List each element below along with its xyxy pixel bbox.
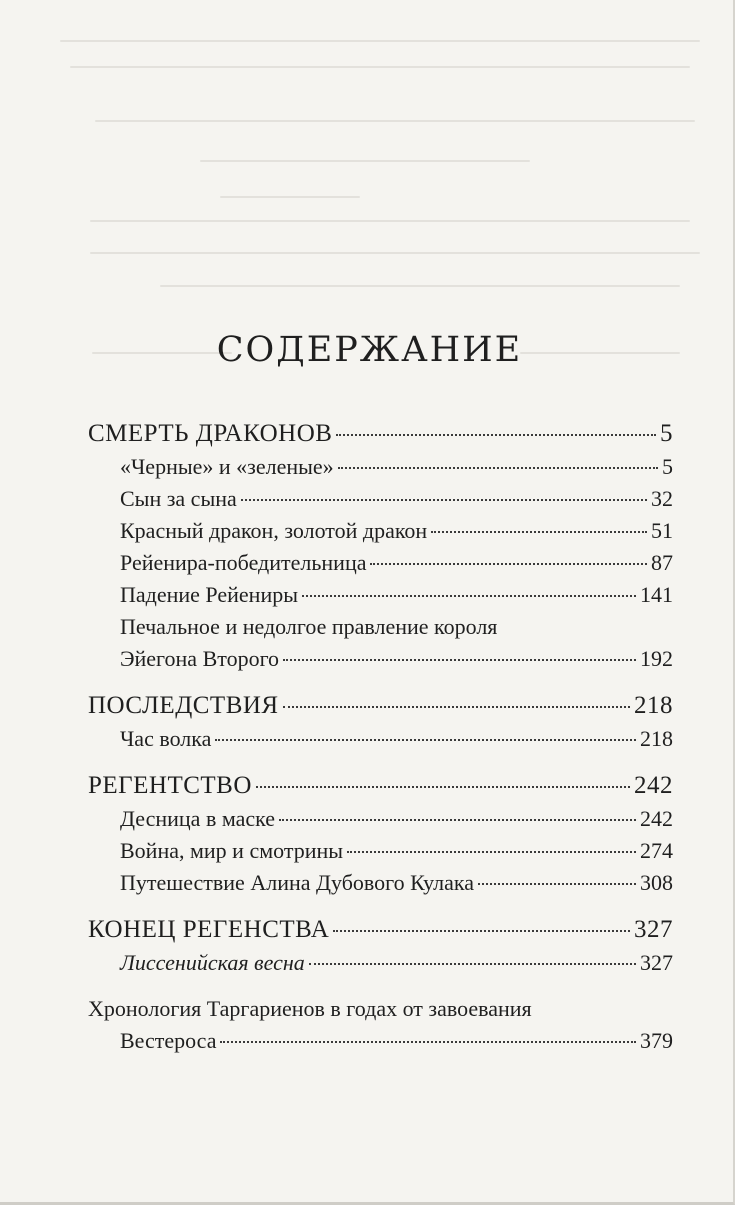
toc-page-number: 327 bbox=[634, 916, 673, 943]
dot-leader bbox=[279, 819, 636, 821]
toc-section-label: РЕГЕНТСТВО bbox=[88, 772, 252, 799]
toc-entry-label: Рейенира-победительница bbox=[120, 550, 367, 575]
toc-section-label: КОНЕЦ РЕГЕНСТВА bbox=[88, 916, 330, 943]
toc-section-row bbox=[88, 772, 673, 806]
toc-entry-row bbox=[88, 486, 673, 518]
toc-entry-label: «Черные» и «зеленые» bbox=[120, 454, 334, 479]
dot-leader bbox=[333, 930, 630, 932]
toc-section-row bbox=[88, 692, 673, 726]
toc-entry-label: Сын за сына bbox=[120, 486, 237, 511]
toc-entry-label: Вестероса bbox=[120, 1028, 217, 1053]
toc-entry-label: Красный дракон, золотой дракон bbox=[120, 518, 428, 543]
toc-entry-row bbox=[88, 518, 673, 550]
toc-page-number: 274 bbox=[640, 838, 673, 863]
toc-page-number: 327 bbox=[640, 950, 673, 975]
bleed-through-line bbox=[160, 285, 680, 287]
toc-page-number: 242 bbox=[634, 772, 673, 799]
toc-entry-row bbox=[88, 454, 673, 486]
toc-page-number: 308 bbox=[640, 870, 673, 895]
toc-entry-row-wrapped bbox=[88, 996, 673, 1028]
bleed-through-line bbox=[60, 40, 700, 42]
dot-leader bbox=[215, 739, 636, 741]
toc-entry-label: Эйегона Второго bbox=[120, 646, 280, 671]
dot-leader bbox=[256, 786, 630, 788]
bleed-through-line bbox=[200, 160, 530, 162]
toc-page-number: 242 bbox=[640, 806, 673, 831]
toc-entry-label: Десница в маске bbox=[120, 806, 276, 831]
toc-entry-label: Хронология Таргариенов в годах от завоевания bbox=[88, 996, 532, 1021]
table-of-contents bbox=[88, 420, 673, 1060]
toc-page-number: 218 bbox=[640, 726, 673, 751]
toc-entry-label: Печальное и недолгое правление короля bbox=[120, 614, 498, 639]
toc-page-number: 141 bbox=[640, 582, 673, 607]
toc-entry-row bbox=[88, 726, 673, 758]
toc-entry-label: Путешествие Алина Дубового Кулака bbox=[120, 870, 475, 895]
toc-page-number: 51 bbox=[651, 518, 673, 543]
dot-leader bbox=[478, 883, 636, 885]
dot-leader bbox=[283, 706, 630, 708]
toc-section-row bbox=[88, 420, 673, 454]
toc-entry-row bbox=[88, 582, 673, 614]
bleed-through-line bbox=[90, 252, 700, 254]
bleed-through-line bbox=[70, 66, 690, 68]
page-title: СОДЕРЖАНИЕ bbox=[216, 330, 523, 370]
dot-leader bbox=[370, 563, 647, 565]
dot-leader bbox=[302, 595, 636, 597]
toc-entry-row bbox=[88, 1028, 673, 1060]
toc-entry-label: Лиссенийская весна bbox=[120, 950, 305, 975]
dot-leader bbox=[336, 434, 656, 436]
toc-page-number: 5 bbox=[660, 420, 673, 447]
toc-section-label: СМЕРТЬ ДРАКОНОВ bbox=[88, 420, 333, 447]
toc-section-label: ПОСЛЕДСТВИЯ bbox=[88, 692, 279, 719]
toc-section-row bbox=[88, 916, 673, 950]
bleed-through-line bbox=[220, 196, 360, 198]
toc-entry-row bbox=[88, 646, 673, 678]
toc-page-number: 192 bbox=[640, 646, 673, 671]
dot-leader bbox=[338, 467, 658, 469]
dot-leader bbox=[283, 659, 636, 661]
dot-leader bbox=[220, 1041, 636, 1043]
toc-entry-label: Война, мир и смотрины bbox=[120, 838, 344, 863]
dot-leader bbox=[309, 963, 636, 965]
toc-page-number: 5 bbox=[662, 454, 673, 479]
toc-entry-row bbox=[88, 950, 673, 982]
bleed-through-line bbox=[90, 220, 690, 222]
toc-page-number: 87 bbox=[651, 550, 673, 575]
dot-leader bbox=[347, 851, 636, 853]
toc-entry-label: Падение Рейениры bbox=[120, 582, 298, 607]
dot-leader bbox=[241, 499, 647, 501]
bleed-through-line bbox=[95, 120, 695, 122]
toc-page-number: 32 bbox=[651, 486, 673, 511]
toc-entry-row-wrapped bbox=[88, 614, 673, 646]
toc-entry-row bbox=[88, 550, 673, 582]
dot-leader bbox=[431, 531, 647, 533]
toc-page-number: 218 bbox=[634, 692, 673, 719]
toc-entry-row bbox=[88, 838, 673, 870]
toc-entry-row bbox=[88, 870, 673, 902]
toc-page-number: 379 bbox=[640, 1028, 673, 1053]
toc-entry-row bbox=[88, 806, 673, 838]
toc-entry-label: Час волка bbox=[120, 726, 212, 751]
